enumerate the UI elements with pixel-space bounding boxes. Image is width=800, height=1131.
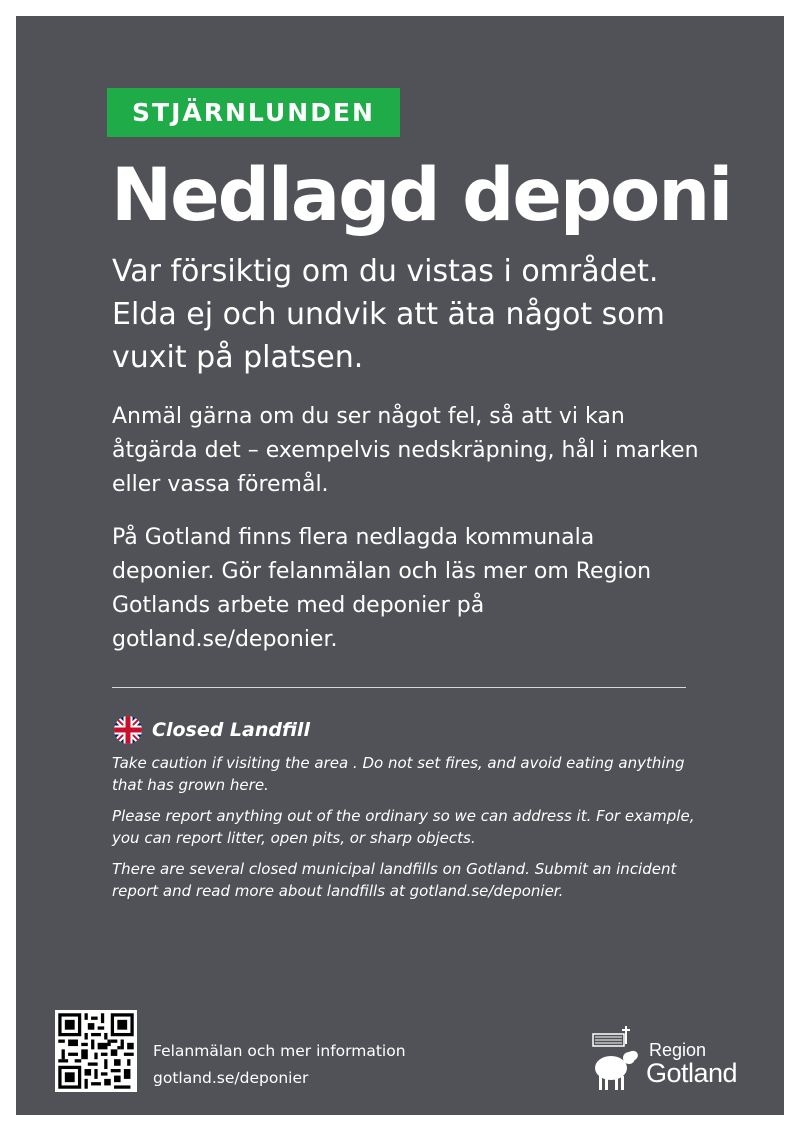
- region-gotland-logo: [591, 1024, 761, 1092]
- location-tag: STJÄRNLUNDEN: [107, 88, 400, 137]
- lead-text: Var försiktig om du vistas i området. Elda ej och undvik att äta något som vuxit på platsen.: [112, 254, 665, 375]
- english-text-info: There are several closed municipal landfills on Gotland. Submit an incident report and read more about landfills at gotland.se/deponier.: [112, 860, 677, 900]
- sign-panel: [16, 16, 784, 1115]
- logo-text-region: Region: [649, 1040, 707, 1060]
- english-text-caution: Take caution if visiting the area . Do not set fires, and avoid eating anything that has grown here.: [112, 754, 685, 794]
- logo-text-gotland: Gotland: [646, 1058, 738, 1088]
- english-heading: [114, 716, 310, 744]
- divider: [112, 687, 686, 688]
- uk-flag-icon: [114, 716, 142, 744]
- report-paragraph: Anmäl gärna om du ser något fel, så att vi kan åtgärda det – exempelvis nedskräpning, hål i marken eller vassa föremål.: [112, 404, 699, 497]
- info-paragraph: På Gotland finns flera nedlagda kommunala deponier. Gör felanmälan och läs mer om Region Gotlands arbete med deponier på gotland.se/deponier.: [112, 525, 652, 652]
- footer-info-label: Felanmälan och mer information: [153, 1042, 406, 1060]
- english-title: Closed Landfill: [152, 719, 310, 741]
- english-text-report: Please report anything out of the ordinary so we can address it. For example, you can report litter, open pits, or sharp objects.: [112, 807, 695, 847]
- gotland-ram-logo-icon: [591, 1024, 647, 1092]
- footer-url[interactable]: gotland.se/deponier: [153, 1069, 309, 1087]
- page-title: Nedlagd deponi: [111, 153, 732, 238]
- qr-code-icon[interactable]: [55, 1010, 137, 1092]
- footer-info: [153, 1038, 406, 1092]
